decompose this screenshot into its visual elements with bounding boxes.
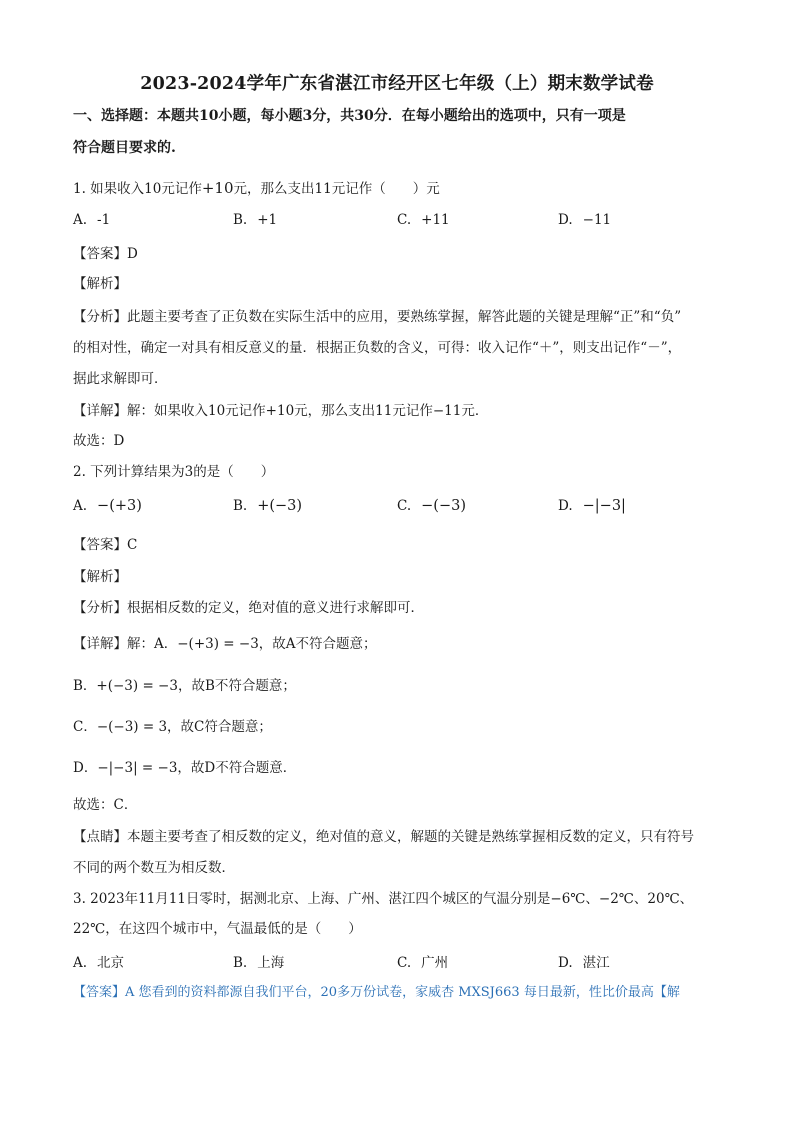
q1-option-c: C. +11	[397, 212, 450, 228]
q1-choice: 故选：D	[73, 433, 125, 449]
q1-option-d: D. −11	[558, 212, 612, 228]
q3-answer	[73, 983, 680, 1003]
q2-option-c: C. −(−3)	[397, 498, 466, 514]
q3-option-c: C. 广州	[397, 955, 449, 971]
q2-option-a: A. −(+3)	[73, 498, 142, 514]
q2-dianjing-line2: 不同的两个数互为相反数．	[73, 860, 235, 876]
q1-stem-math: +10	[201, 179, 234, 197]
q1-stem-start: 1. 如果收入10元记作	[73, 181, 202, 197]
q2-options	[73, 498, 733, 518]
q3-stem-line1: 3. 2023年11月11日零时，据测北京、上海、广州、湛江四个城区的气温分别是−6℃、−2℃、20℃、	[73, 891, 694, 907]
q1-answer: 【答案】D	[73, 246, 138, 262]
q1-option-a: A. -1	[73, 212, 111, 228]
q1-fenxi-line3: 据此求解即可．	[73, 371, 168, 387]
q2-answer: 【答案】C	[73, 537, 138, 553]
q2-option-b: B. +(−3)	[233, 498, 303, 514]
q2-dianjing-line1: 【点睛】本题主要考查了相反数的定义，绝对值的意义，解题的关键是熟练掌握相反数的定义，只有符号	[73, 829, 694, 845]
q1-fenxi-line1: 【分析】此题主要考查了正负数在实际生活中的应用，要熟练掌握，解答此题的关键是理解“正”和“负”	[73, 309, 682, 325]
q1-options	[73, 212, 733, 232]
q1-stem-end: 元，那么支出11元记作（ ）元	[233, 181, 440, 197]
q2-choice: 故选：C．	[73, 797, 138, 813]
q2-detail-c: C．−(−3) = 3，故C符合题意；	[73, 719, 272, 735]
q2-detail-a: 【详解】解：A．−(+3) = −3，故A不符合题意；	[73, 636, 377, 652]
q1-stem	[73, 178, 440, 199]
q2-stem: 2. 下列计算结果为3的是（ ）	[73, 464, 275, 480]
q2-detail-b: B．+(−3) = −3，故B不符合题意；	[73, 678, 296, 694]
q1-option-b: B. +1	[233, 212, 278, 228]
q1-fenxi-line2: 的相对性，确定一对具有相反意义的量．根据正负数的含义，可得：收入记作“＋”，则支出记作“－”，	[73, 340, 682, 356]
q3-option-b: B. 上海	[233, 955, 285, 971]
page-title: 2023-2024学年广东省湛江市经开区七年级（上）期末数学试卷	[140, 74, 654, 94]
q3-answer-text: A 您看到的资料都源自我们平台，20多万份试卷，家威杏 MXSJ663 每日最新，性比价最高【解	[125, 985, 680, 1000]
q2-analysis-tag: 【解析】	[73, 569, 127, 585]
q1-detail: 【详解】解：如果收入10元记作+10元，那么支出11元记作−11元．	[73, 403, 489, 419]
section-heading-line1: 一、选择题：本题共10小题，每小题3分，共30分．在每小题给出的选项中，只有一项是	[73, 108, 626, 124]
q2-detail-d: D．−|−3| = −3，故D不符合题意．	[73, 760, 297, 776]
section-heading-line2: 符合题目要求的.	[73, 140, 176, 156]
q3-option-a: A. 北京	[73, 955, 125, 971]
q3-stem-line2: 22℃，在这四个城市中，气温最低的是（ ）	[73, 921, 362, 937]
q3-options	[73, 951, 733, 971]
q2-option-d: D. −|−3|	[558, 498, 626, 514]
q3-option-d: D. 湛江	[558, 955, 610, 971]
q2-fenxi: 【分析】根据相反数的定义，绝对值的意义进行求解即可．	[73, 600, 424, 616]
q3-answer-tag: 【答案】	[73, 985, 126, 1000]
q1-analysis-tag: 【解析】	[73, 276, 127, 292]
